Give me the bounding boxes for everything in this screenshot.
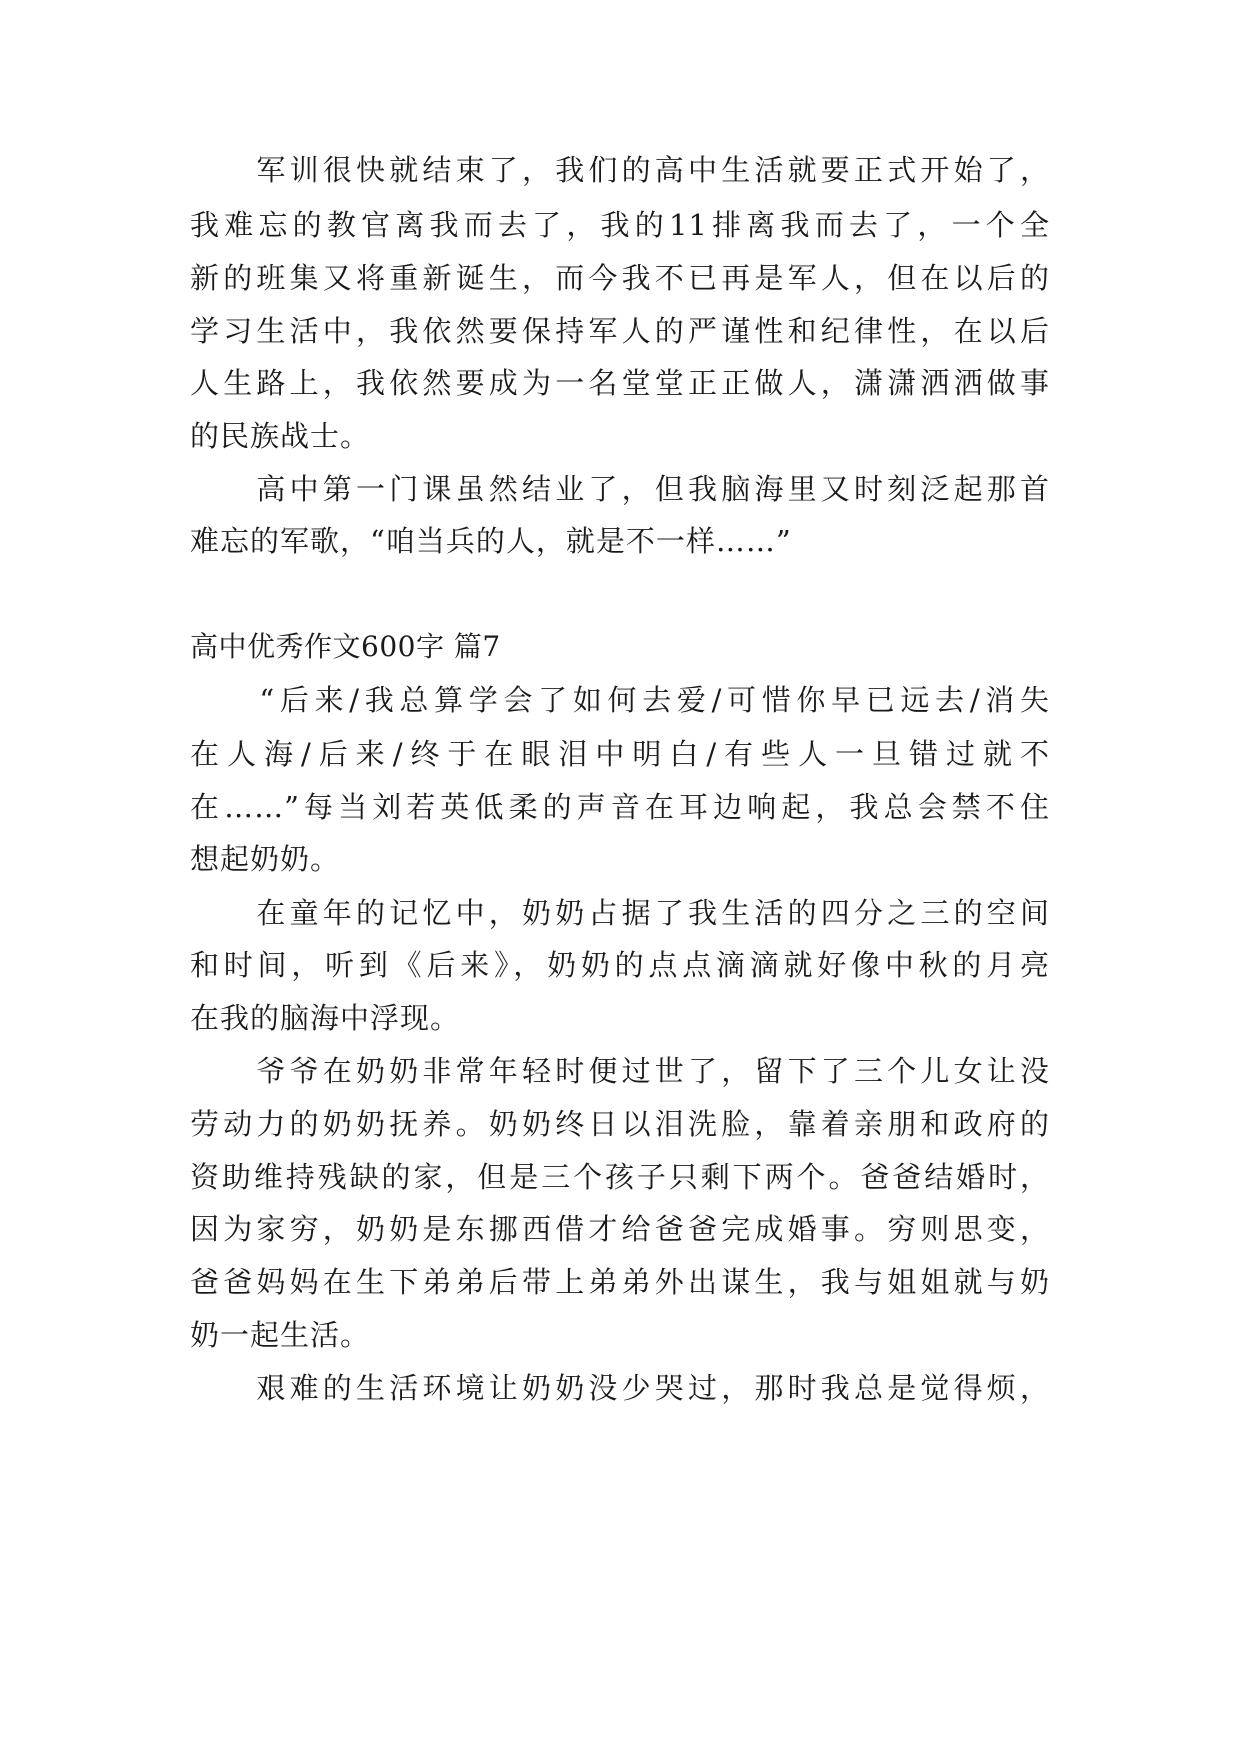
paragraph-1-line-1: 军训很快就结束了，我们的高中生活就要正式开始了， <box>190 153 1050 187</box>
paragraph-1-line-3: 新的班集又将重新诞生，而今我不已再是军人，但在以后的 <box>190 261 1050 295</box>
paragraph-1-line-2: 我难忘的教官离我而去了，我的11排离我而去了，一个全 <box>190 208 1050 242</box>
paragraph-3-line-1: “后来/我总算学会了如何去爱/可惜你早已远去/消失 <box>190 683 1050 717</box>
paragraph-5-line-2: 劳动力的奶奶抚养。奶奶终日以泪洗脸，靠着亲朋和政府的 <box>190 1107 1050 1141</box>
paragraph-5-line-6: 奶一起生活。 <box>190 1318 371 1352</box>
section-heading: 高中优秀作文600字 篇7 <box>190 630 501 663</box>
paragraph-1-line-4: 学习生活中，我依然要保持军人的严谨性和纪律性，在以后 <box>190 314 1050 348</box>
paragraph-5-line-1: 爷爷在奶奶非常年轻时便过世了，留下了三个儿女让没 <box>190 1054 1050 1088</box>
paragraph-5-line-4: 因为家穷，奶奶是东挪西借才给爸爸完成婚事。穷则思变， <box>190 1212 1050 1246</box>
paragraph-3-line-4: 想起奶奶。 <box>190 842 341 876</box>
paragraph-1-line-6: 的民族战士。 <box>190 419 371 453</box>
paragraph-5-line-3: 资助维持残缺的家，但是三个孩子只剩下两个。爸爸结婚时， <box>190 1160 1050 1194</box>
paragraph-5-line-5: 爸爸妈妈在生下弟弟后带上弟弟外出谋生，我与姐姐就与奶 <box>190 1265 1050 1299</box>
paragraph-4-line-3: 在我的脑海中浮现。 <box>190 1001 461 1035</box>
paragraph-1-line-5: 人生路上，我依然要成为一名堂堂正正做人，潇潇洒洒做事 <box>190 366 1050 400</box>
paragraph-3-line-2: 在人海/后来/终于在眼泪中明白/有些人一旦错过就不 <box>190 737 1050 771</box>
paragraph-4-line-2: 和时间，听到《后来》，奶奶的点点滴滴就好像中秋的月亮 <box>190 948 1050 982</box>
paragraph-2-line-1: 高中第一门课虽然结业了，但我脑海里又时刻泛起那首 <box>190 472 1050 506</box>
paragraph-2-line-2: 难忘的军歌，“咱当兵的人，就是不一样……” <box>190 524 792 558</box>
paragraph-3-line-3: 在……”每当刘若英低柔的声音在耳边响起，我总会禁不住 <box>190 790 1050 824</box>
paragraph-4-line-1: 在童年的记忆中，奶奶占据了我生活的四分之三的空间 <box>190 896 1050 930</box>
paragraph-6-line-1: 艰难的生活环境让奶奶没少哭过，那时我总是觉得烦， <box>190 1371 1050 1405</box>
